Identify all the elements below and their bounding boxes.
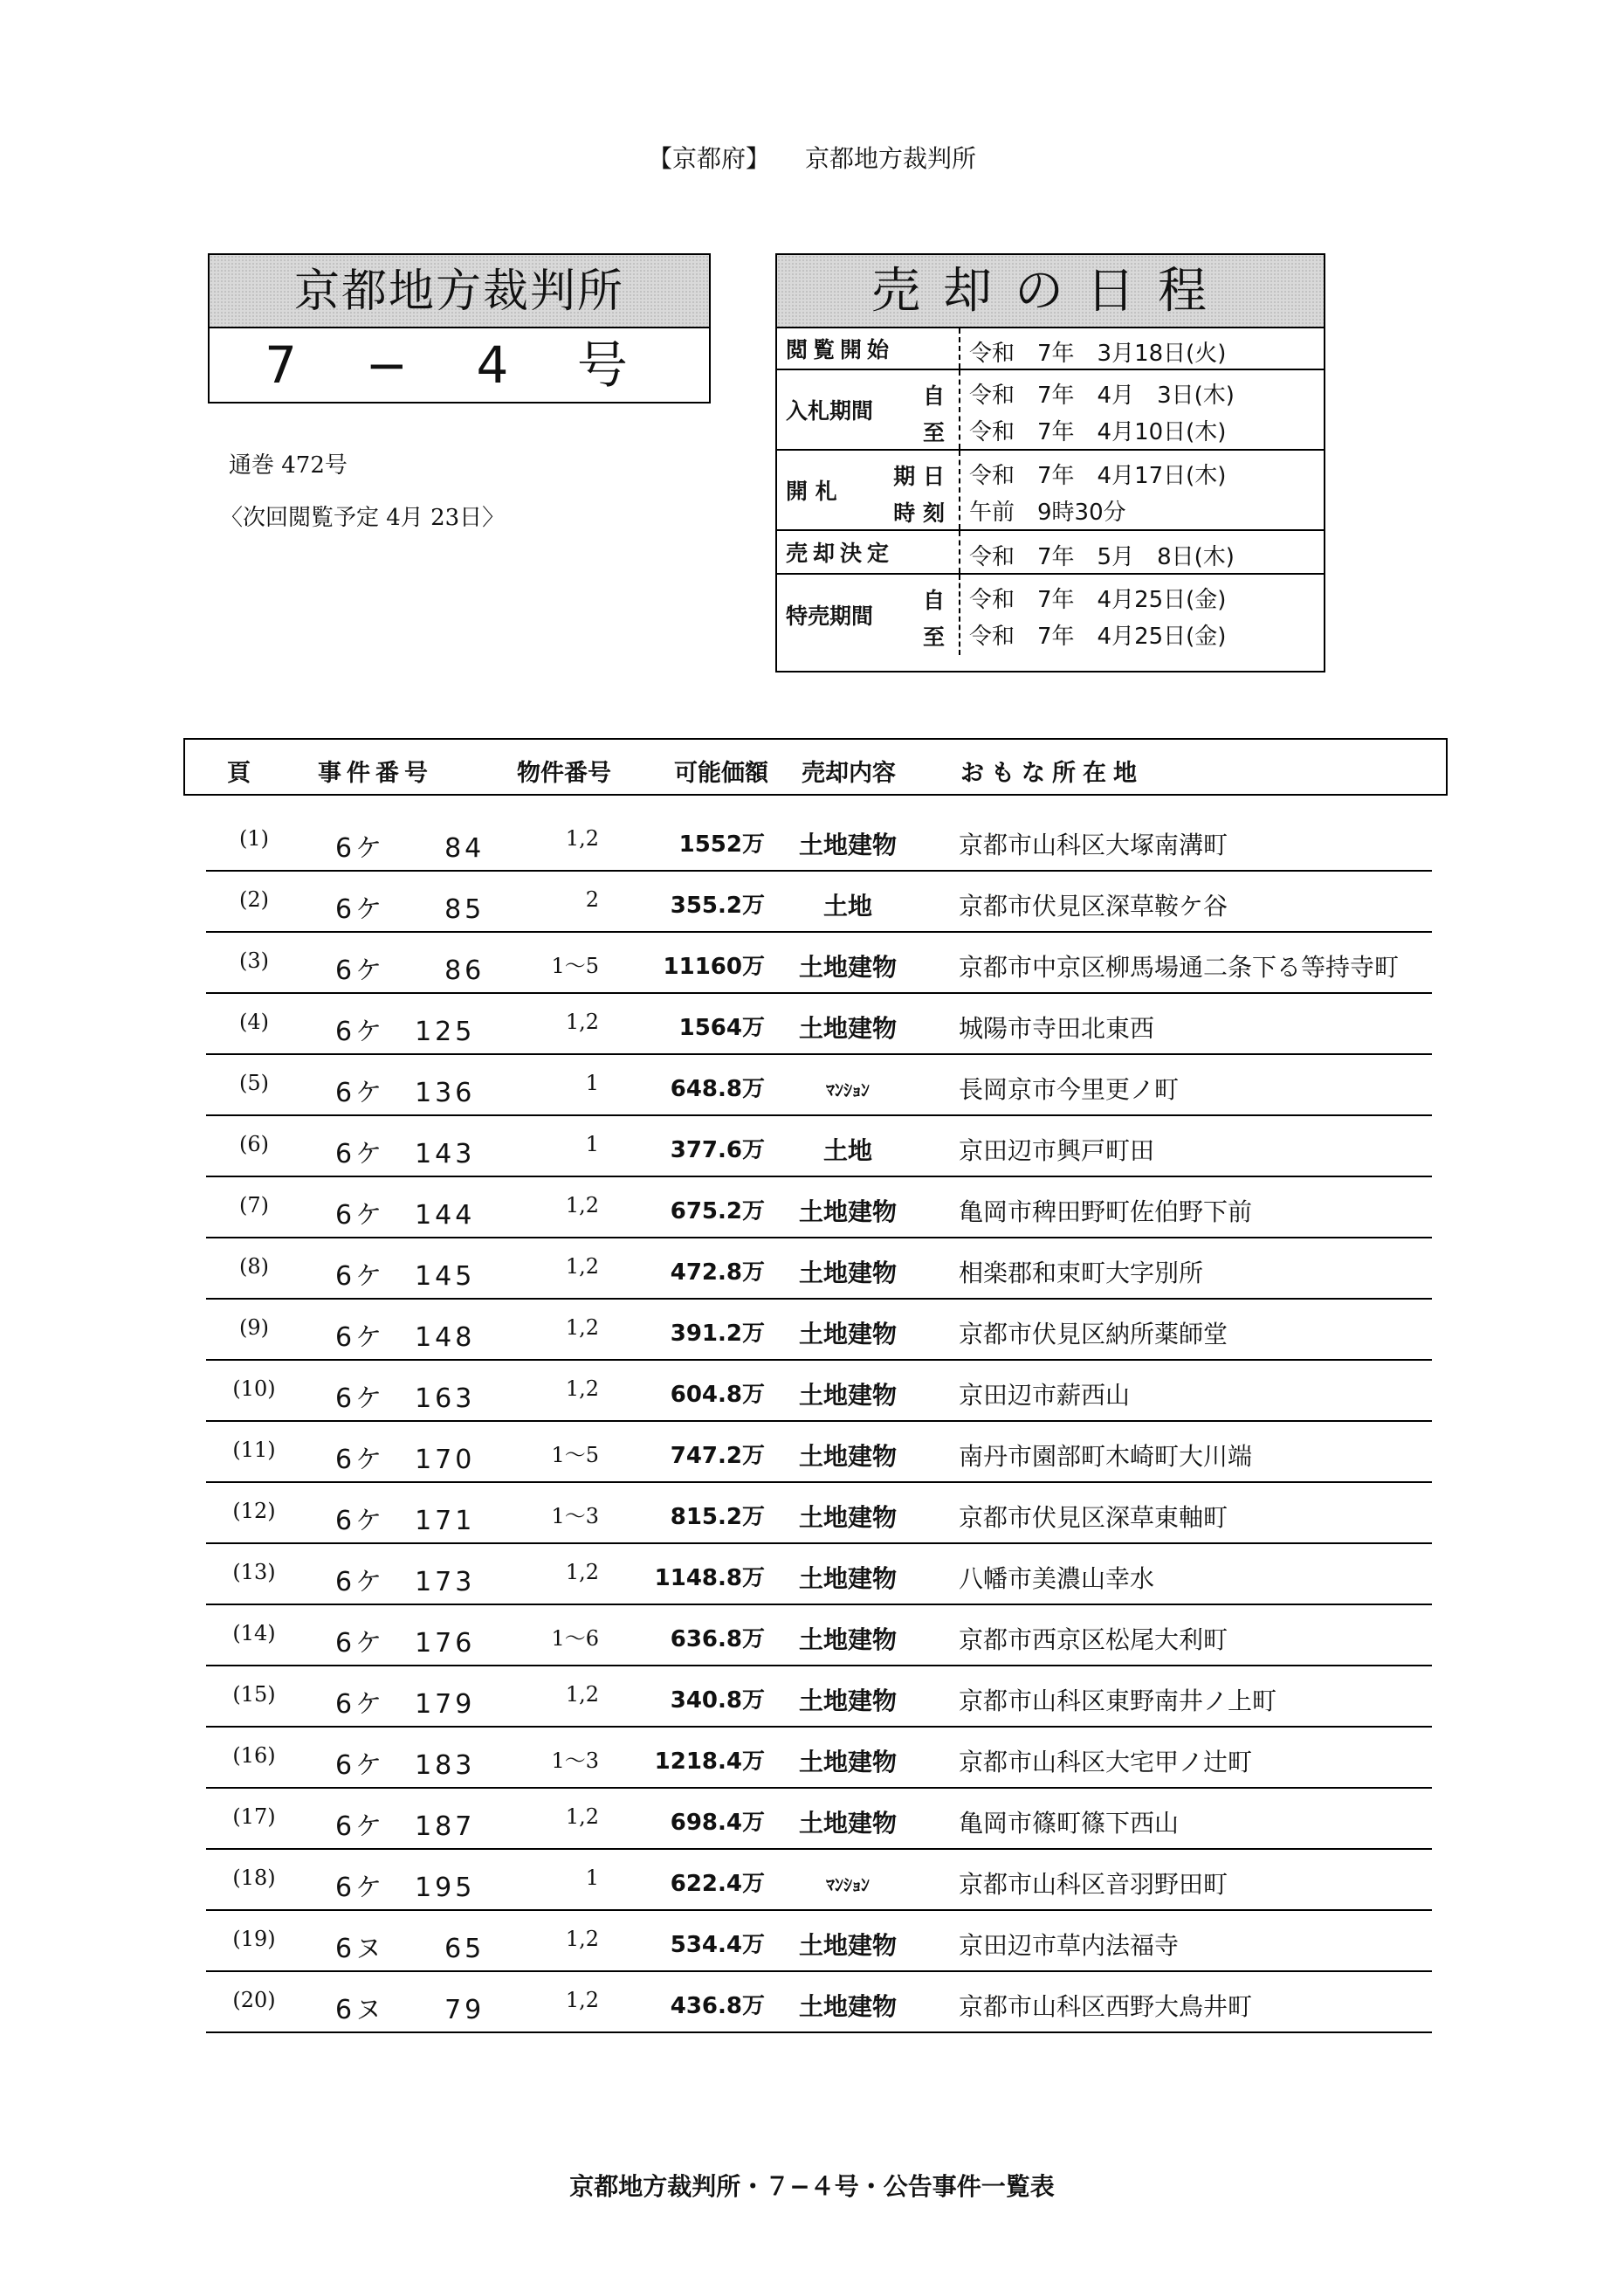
- row-address: 相楽郡和束町大字別所: [959, 1259, 1204, 1287]
- next-viewing-date: 〈次回閲覧予定 4月 23日〉: [220, 505, 506, 531]
- row-sale-type: ﾏﾝｼｮﾝ: [826, 1079, 870, 1100]
- row-sale-type: 土地建物: [798, 1686, 897, 1715]
- schedule-value: 令和 7年 4月25日(金): [969, 624, 1227, 650]
- schedule-label: 売却決定: [786, 541, 895, 566]
- volume-number: 通巻 472号: [229, 452, 348, 479]
- row-property-number: 1,2: [565, 1560, 599, 1584]
- row-address: 京都市中京区柳馬場通二条下る等持寺町: [959, 953, 1400, 982]
- schedule-sublabel: 自: [922, 588, 945, 613]
- row-property-number: 1,2: [565, 1376, 599, 1401]
- row-page: (4): [239, 1010, 269, 1034]
- row-case-number: 6ケ 85: [335, 894, 485, 925]
- row-address: 京田辺市草内法福寺: [959, 1931, 1180, 1960]
- row-address: 南丹市園部町木崎町大川端: [959, 1442, 1253, 1471]
- row-case-number: 6ケ 179: [335, 1689, 476, 1720]
- row-case-number: 6ケ 143: [335, 1139, 476, 1169]
- row-case-number: 6ケ 173: [335, 1567, 476, 1597]
- row-address: 京都市山科区西野大鳥井町: [959, 1992, 1253, 2021]
- row-price: 436.8万: [670, 1993, 765, 2019]
- row-address: 京都市山科区大塚南溝町: [959, 831, 1228, 859]
- row-address: 京都市伏見区深草東軸町: [959, 1503, 1228, 1532]
- row-property-number: 1〜5: [551, 1443, 599, 1467]
- row-price: 636.8万: [670, 1626, 765, 1652]
- row-sale-type: ﾏﾝｼｮﾝ: [826, 1874, 870, 1895]
- schedule-value: 令和 7年 4月 3日(木): [969, 383, 1235, 409]
- table-row: [206, 1483, 1432, 1544]
- table-row: [206, 1911, 1432, 1972]
- row-case-number: 6ケ 148: [335, 1322, 476, 1353]
- row-property-number: 1〜3: [551, 1749, 599, 1773]
- schedule-label-cell: [777, 575, 960, 655]
- row-price: 377.6万: [670, 1137, 765, 1163]
- table-row: [206, 1789, 1432, 1850]
- table-row: [206, 872, 1432, 933]
- schedule-sublabel: 至: [922, 624, 945, 650]
- row-case-number: 6ケ 187: [335, 1811, 476, 1842]
- row-page: (3): [239, 948, 269, 973]
- schedule-title: 売却の日程: [777, 255, 1324, 328]
- row-case-number: 6ケ 183: [335, 1750, 476, 1781]
- row-page: (9): [239, 1315, 269, 1340]
- schedule-label-cell: [777, 328, 960, 369]
- row-price: 11160万: [663, 954, 765, 980]
- schedule-label: 閲覧開始: [786, 337, 895, 362]
- schedule-label-cell: [777, 451, 960, 529]
- schedule-value: 令和 7年 4月10日(木): [969, 419, 1227, 445]
- schedule-sublabel: 自: [922, 383, 945, 409]
- row-price: 1148.8万: [654, 1565, 765, 1591]
- row-address: 八幡市美濃山幸水: [959, 1564, 1155, 1593]
- row-case-number: 6ケ 144: [335, 1200, 476, 1231]
- row-address: 京都市山科区音羽野田町: [959, 1870, 1228, 1899]
- row-page: (13): [232, 1560, 276, 1584]
- row-case-number: 6ケ 125: [335, 1017, 476, 1047]
- schedule-rows: [777, 328, 1324, 655]
- row-address: 京都市山科区大宅甲ノ辻町: [959, 1748, 1253, 1776]
- schedule-label: 特売期間: [786, 604, 874, 629]
- row-address: 城陽市寺田北東西: [959, 1014, 1155, 1043]
- row-case-number: 6ケ 145: [335, 1261, 476, 1292]
- row-sale-type: 土地建物: [798, 1931, 897, 1960]
- row-page: (11): [232, 1438, 276, 1462]
- table-row: [206, 994, 1432, 1055]
- row-page: (15): [232, 1682, 276, 1707]
- table-row: [206, 1544, 1432, 1605]
- row-property-number: 1,2: [565, 826, 599, 851]
- court-name: 京都地方裁判所: [210, 255, 709, 328]
- row-case-number: 6ヌ 79: [335, 1995, 485, 2025]
- row-address: 亀岡市篠町篠下西山: [959, 1809, 1180, 1838]
- row-page: (20): [232, 1988, 276, 2012]
- row-sale-type: 土地: [822, 892, 872, 921]
- schedule-value: 令和 7年 4月17日(木): [969, 463, 1227, 489]
- row-price: 747.2万: [670, 1443, 765, 1469]
- row-property-number: 1: [585, 1071, 599, 1095]
- row-property-number: 1〜5: [551, 954, 599, 978]
- schedule-value: 令和 7年 3月18日(火): [969, 341, 1227, 367]
- court-label: 京都地方裁判所: [805, 144, 977, 173]
- row-page: (17): [232, 1804, 276, 1829]
- schedule-sublabel: 至: [922, 420, 945, 445]
- row-price: 1564万: [678, 1015, 765, 1041]
- row-case-number: 6ケ 170: [335, 1445, 476, 1475]
- row-page: (14): [232, 1621, 276, 1645]
- schedule-row: [777, 575, 1324, 655]
- row-case-number: 6ケ 195: [335, 1873, 476, 1903]
- schedule-label: 開 札: [786, 479, 837, 504]
- row-sale-type: 土地建物: [798, 1992, 897, 2021]
- table-row: [206, 810, 1432, 872]
- page-footer: 京都地方裁判所・７−４号・公告事件一覧表: [569, 2172, 1055, 2201]
- row-property-number: 1〜6: [551, 1626, 599, 1651]
- row-price: 1552万: [678, 831, 765, 858]
- sale-schedule-box: [775, 253, 1325, 673]
- row-sale-type: 土地建物: [798, 1503, 897, 1532]
- row-property-number: 1,2: [565, 1254, 599, 1279]
- row-property-number: 1,2: [565, 1682, 599, 1707]
- row-sale-type: 土地建物: [798, 1625, 897, 1654]
- row-sale-type: 土地建物: [798, 1748, 897, 1776]
- row-sale-type: 土地建物: [798, 1381, 897, 1410]
- case-table: [206, 810, 1432, 2033]
- row-sale-type: 土地建物: [798, 1259, 897, 1287]
- schedule-row: [777, 531, 1324, 575]
- row-page: (8): [239, 1254, 269, 1279]
- col-page: 頁: [227, 760, 251, 787]
- table-row: [206, 1666, 1432, 1728]
- row-property-number: 1: [585, 1866, 599, 1890]
- row-address: 京都市山科区東野南井ノ上町: [959, 1686, 1277, 1715]
- row-price: 648.8万: [670, 1076, 765, 1102]
- prefecture-label: 【京都府】: [647, 144, 770, 173]
- row-page: (16): [232, 1743, 276, 1768]
- row-page: (7): [239, 1193, 269, 1217]
- row-sale-type: 土地建物: [798, 1809, 897, 1838]
- schedule-label-cell: [777, 531, 960, 573]
- row-address: 京都市西京区松尾大利町: [959, 1625, 1228, 1654]
- row-property-number: 1,2: [565, 1988, 599, 2012]
- row-sale-type: 土地建物: [798, 1442, 897, 1471]
- col-case-number: 事件番号: [318, 760, 433, 787]
- row-case-number: 6ヌ 65: [335, 1934, 485, 1964]
- row-property-number: 1,2: [565, 1927, 599, 1951]
- row-address: 京都市伏見区深草鞍ケ谷: [959, 892, 1228, 921]
- col-price: 可能価額: [674, 760, 768, 787]
- schedule-row: [777, 451, 1324, 531]
- row-price: 391.2万: [670, 1321, 765, 1347]
- row-sale-type: 土地建物: [798, 1320, 897, 1348]
- schedule-value: 令和 7年 4月25日(金): [969, 587, 1227, 613]
- row-page: (5): [239, 1071, 269, 1095]
- row-price: 604.8万: [670, 1382, 765, 1408]
- issue-number: 7 − 4 号: [265, 335, 654, 395]
- schedule-value: 令和 7年 5月 8日(木): [969, 544, 1235, 570]
- schedule-row: [777, 370, 1324, 451]
- row-property-number: 1,2: [565, 1804, 599, 1829]
- row-price: 534.4万: [670, 1932, 765, 1958]
- table-row: [206, 1605, 1432, 1666]
- table-row: [206, 1850, 1432, 1911]
- row-page: (18): [232, 1866, 276, 1890]
- table-row: [206, 1972, 1432, 2033]
- row-address: 京田辺市興戸町田: [959, 1136, 1155, 1165]
- row-case-number: 6ケ 163: [335, 1383, 476, 1414]
- row-sale-type: 土地建物: [798, 1014, 897, 1043]
- schedule-value: 午前 9時30分: [969, 500, 1126, 526]
- row-case-number: 6ケ 84: [335, 833, 485, 864]
- table-row: [206, 1361, 1432, 1422]
- row-price: 340.8万: [670, 1687, 765, 1714]
- row-property-number: 1,2: [565, 1193, 599, 1217]
- table-row: [206, 1177, 1432, 1238]
- row-property-number: 1,2: [565, 1315, 599, 1340]
- row-address: 長岡京市今里更ノ町: [959, 1075, 1180, 1104]
- row-address: 京都市伏見区納所薬師堂: [959, 1320, 1228, 1348]
- row-price: 355.2万: [670, 893, 765, 919]
- row-case-number: 6ケ 171: [335, 1506, 476, 1536]
- row-property-number: 1: [585, 1132, 599, 1156]
- row-price: 622.4万: [670, 1871, 765, 1897]
- row-property-number: 2: [585, 887, 599, 912]
- row-page: (2): [239, 887, 269, 912]
- row-page: (19): [232, 1927, 276, 1951]
- table-row: [206, 1300, 1432, 1361]
- table-row: [206, 1055, 1432, 1116]
- row-property-number: 1〜3: [551, 1504, 599, 1528]
- page-header: [0, 140, 1624, 175]
- row-case-number: 6ケ 86: [335, 955, 485, 986]
- case-table-header: [183, 738, 1448, 796]
- schedule-sublabel: 期 日: [893, 464, 945, 489]
- row-address: 亀岡市稗田野町佐伯野下前: [959, 1197, 1253, 1226]
- row-sale-type: 土地建物: [798, 1564, 897, 1593]
- col-sale-type: 売却内容: [802, 760, 896, 787]
- row-price: 815.2万: [670, 1504, 765, 1530]
- row-page: (6): [239, 1132, 269, 1156]
- row-sale-type: 土地建物: [798, 831, 897, 859]
- schedule-label: 入札期間: [786, 398, 874, 424]
- schedule-sublabel: 時 刻: [893, 500, 945, 526]
- row-price: 698.4万: [670, 1810, 765, 1836]
- row-sale-type: 土地建物: [798, 953, 897, 982]
- row-property-number: 1,2: [565, 1010, 599, 1034]
- col-property-number: 物件番号: [517, 760, 611, 787]
- row-page: (1): [239, 826, 269, 851]
- row-address: 京田辺市薪西山: [959, 1381, 1131, 1410]
- row-sale-type: 土地建物: [798, 1197, 897, 1226]
- table-row: [206, 933, 1432, 994]
- row-page: (12): [232, 1499, 276, 1523]
- row-price: 675.2万: [670, 1198, 765, 1224]
- row-price: 472.8万: [670, 1259, 765, 1286]
- table-row: [206, 1422, 1432, 1483]
- table-row: [206, 1238, 1432, 1300]
- col-address: おもな所在地: [960, 760, 1144, 787]
- row-sale-type: 土地: [822, 1136, 872, 1165]
- schedule-label-cell: [777, 370, 960, 449]
- row-price: 1218.4万: [654, 1749, 765, 1775]
- row-page: (10): [232, 1376, 276, 1401]
- row-case-number: 6ケ 176: [335, 1628, 476, 1659]
- schedule-row: [777, 328, 1324, 370]
- table-row: [206, 1116, 1432, 1177]
- court-title-box: [208, 253, 711, 404]
- table-row: [206, 1728, 1432, 1789]
- row-case-number: 6ケ 136: [335, 1078, 476, 1108]
